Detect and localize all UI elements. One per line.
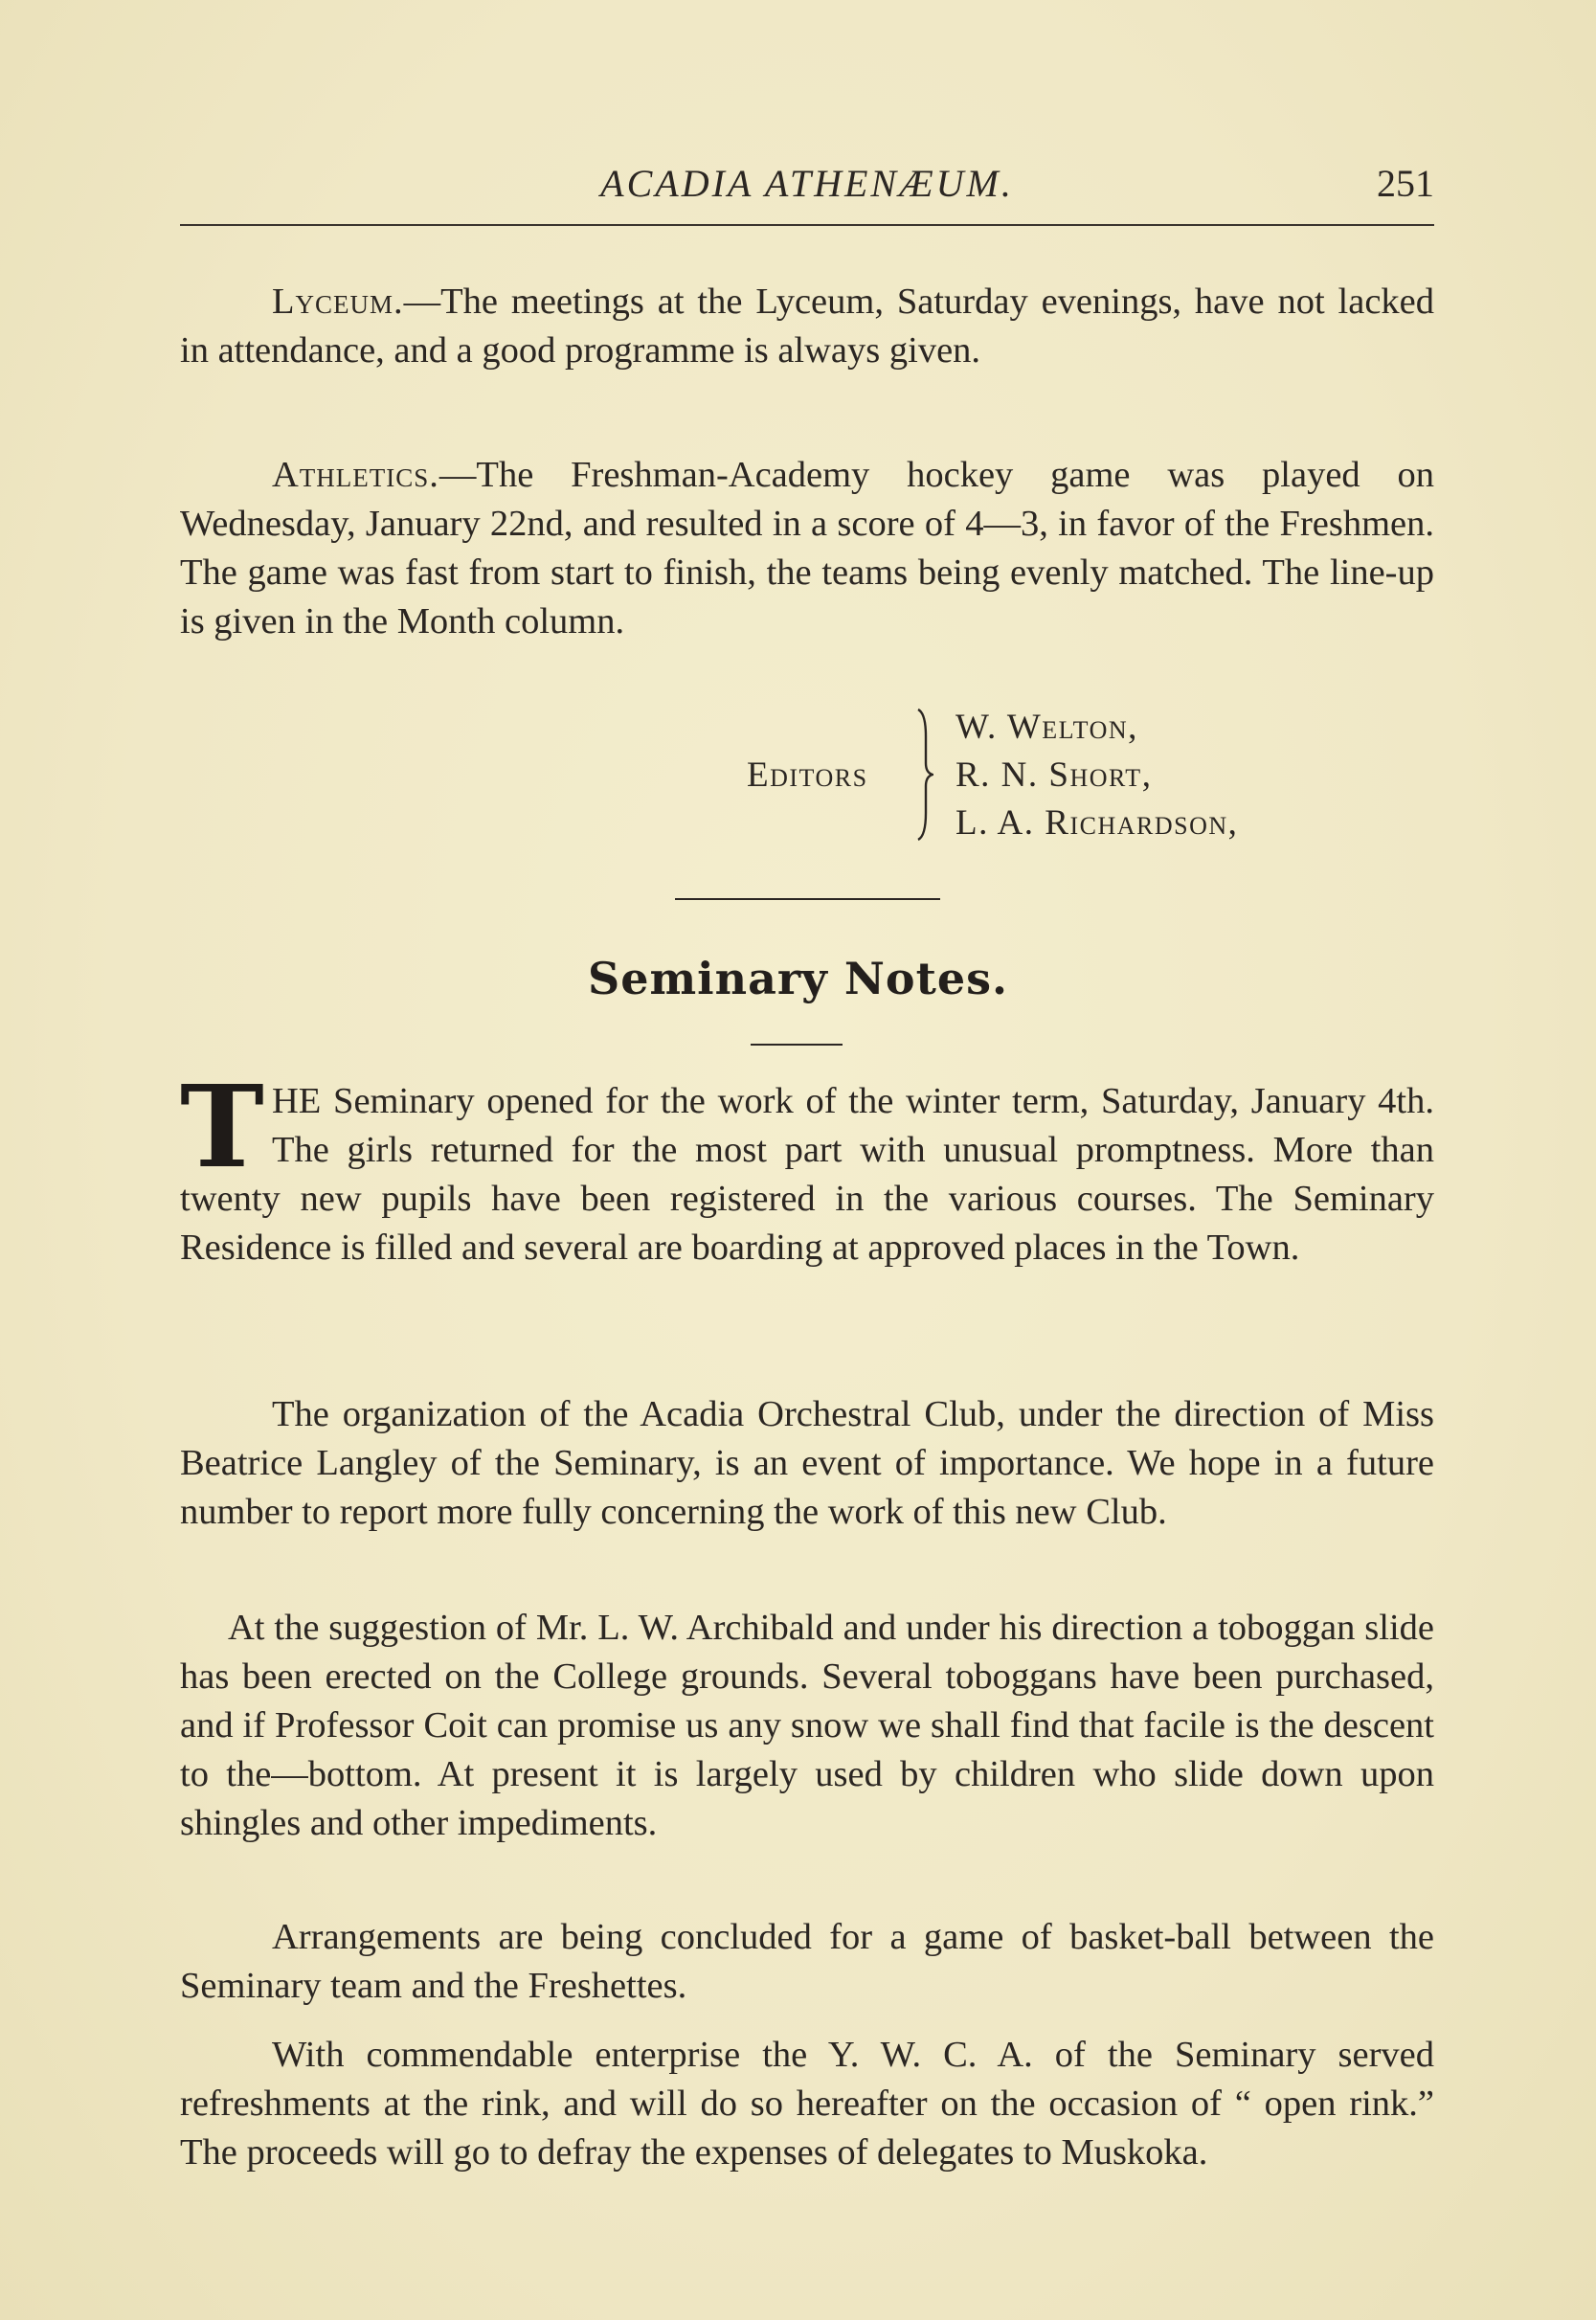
section-title: Seminary Notes. [587, 953, 1009, 1004]
brace-icon [914, 708, 933, 842]
editor-name: L. A. Richardson, [955, 803, 1239, 843]
editor-name: R. N. Short, [955, 755, 1153, 795]
seminary-paragraph: The organization of the Acadia Orchestral Club, under the direction of Miss Beatrice Langley of the Seminary, is an event of importance. We hope in a future number to report more fully concerning the work of this new Club. [180, 1394, 1434, 1532]
seminary-paragraph: Arrangements are being concluded for a game of basket-ball between the Seminary team and the Freshettes. [180, 1917, 1434, 2006]
seminary-first-paragraph: HE Seminary opened for the work of the winter term, Saturday, January 4th. The girls returned for the most part with unusual promptness. More than twenty new pupils have been registered in the various courses. The Seminary Residence is filled and several are boarding at approved places in the Town. [180, 1081, 1434, 1268]
seminary-paragraph: At the suggestion of Mr. L. W. Archibald and under his direction a toboggan slide has been erected on the College grounds. Several toboggans have been purchased, and if Professor Coit can promise us any snow we shall find that facile is the descent to the—bottom. At present it is largely used by children who slide down upon shingles and other impediments. [180, 1608, 1434, 1843]
seminary-paragraph-block [180, 1604, 1434, 1848]
lyceum-paragraph [180, 278, 1434, 375]
editors-label: Editors [747, 755, 868, 795]
title-underline [751, 1044, 843, 1046]
seminary-paragraph: With commendable enterprise the Y. W. C. A. of the Seminary served refreshments at the rink, and will do so hereafter on the occasion of “ open rink.” The proceeds will go to defray the expenses of delegates to Muskoka. [180, 2035, 1434, 2173]
seminary-paragraph-block [180, 1913, 1434, 2011]
athletics-paragraph [180, 451, 1434, 646]
athletics-heading: Athletics. [272, 455, 439, 495]
lyceum-section [180, 278, 1434, 375]
page-header [180, 161, 1434, 218]
page-number: 251 [1377, 162, 1434, 205]
section-divider [675, 898, 940, 900]
editors-block [747, 704, 1436, 847]
seminary-section [180, 1060, 1434, 1273]
header-rule [180, 224, 1434, 226]
editor-name: W. Welton, [955, 708, 1138, 747]
lyceum-text: —The meetings at the Lyceum, Saturday evenings, have not lacked in attendance, and a good programme is always given. [180, 282, 1434, 371]
editors-names [955, 704, 1238, 847]
athletics-section [180, 451, 1434, 646]
lyceum-heading: Lyceum. [272, 282, 404, 322]
athletics-text: —The Freshman-Academy hockey game was played on Wednesday, January 22nd, and resulted in a score of 4—3, in favor of the Freshmen. The game was fast from start to finish, the teams being evenly matched. The line-up is given in the Month column. [180, 455, 1434, 642]
seminary-paragraph-block [180, 2031, 1434, 2177]
seminary-paragraph-block [180, 1390, 1434, 1537]
running-title: ACADIA ATHENÆUM. [600, 162, 1014, 205]
drop-cap: T [180, 1060, 264, 1193]
